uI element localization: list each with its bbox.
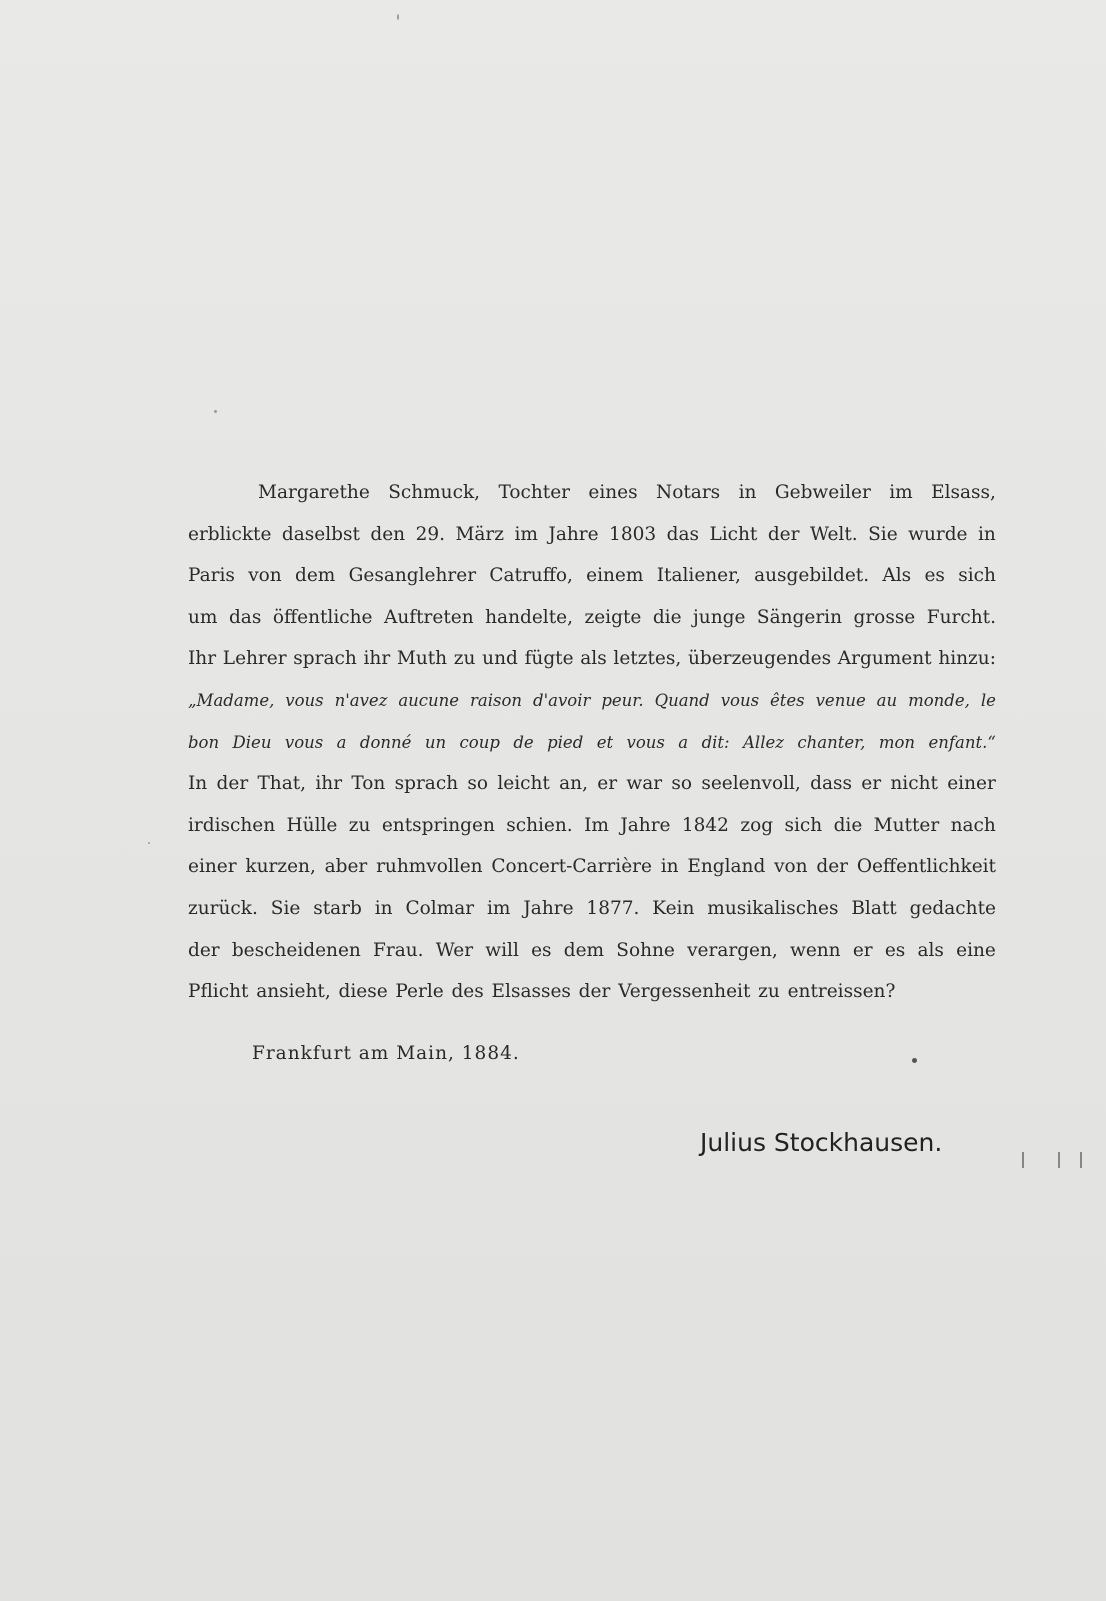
word: raison xyxy=(470,690,523,710)
edge-mark xyxy=(1080,1152,1082,1168)
word: des xyxy=(451,981,484,1003)
word: wenn xyxy=(789,939,841,961)
word: 29. xyxy=(415,523,445,545)
word: venue xyxy=(815,690,866,710)
word: Jahre xyxy=(523,897,574,919)
word: Gebweiler xyxy=(774,482,871,503)
paragraph-line xyxy=(188,638,996,680)
word: dem xyxy=(294,565,336,587)
word: sich xyxy=(958,565,996,587)
word: entreissen? xyxy=(787,981,896,1003)
word: „Madame, xyxy=(188,690,275,710)
word: Tochter xyxy=(498,482,570,503)
word: Elsass, xyxy=(931,482,996,503)
paragraph-line xyxy=(188,555,996,597)
word: leicht xyxy=(497,773,550,795)
word: das xyxy=(666,523,699,545)
word: vous xyxy=(626,732,665,752)
word: in xyxy=(977,523,996,545)
paragraph-line xyxy=(188,597,996,639)
word: eines xyxy=(588,482,638,503)
word: letztes, xyxy=(613,648,682,670)
word: Catruffo, xyxy=(489,565,573,587)
word: Muth xyxy=(396,648,448,670)
word: Licht xyxy=(709,523,758,545)
paragraph-line xyxy=(188,888,996,930)
word: überzeugendes xyxy=(687,648,832,670)
word: der xyxy=(578,981,611,1003)
word: handelte, xyxy=(485,606,573,628)
word: die xyxy=(833,814,863,836)
word: es xyxy=(884,939,906,961)
word: erblickte xyxy=(188,523,272,545)
word: Hülle xyxy=(286,814,338,836)
word: êtes xyxy=(770,690,805,710)
word: musikalisches xyxy=(707,897,839,919)
word: so xyxy=(467,773,489,795)
word: That, xyxy=(257,773,307,795)
word: Colmar xyxy=(405,897,475,919)
word: um xyxy=(188,606,218,628)
paragraph-line-quote xyxy=(188,680,996,722)
paper-speck xyxy=(148,842,150,844)
paragraph-line xyxy=(188,930,996,972)
paper-speck xyxy=(397,14,399,20)
paragraph-line xyxy=(188,805,996,847)
word: einer xyxy=(947,773,996,795)
word: von xyxy=(248,565,282,587)
word: dem xyxy=(563,939,605,961)
word: daselbst xyxy=(281,523,360,545)
paragraph-line-quote xyxy=(188,722,996,764)
word: nach xyxy=(950,814,996,836)
word: sprach xyxy=(394,773,459,795)
word: Jahre xyxy=(620,814,671,836)
word: Als xyxy=(882,565,912,587)
word: monde, xyxy=(908,690,970,710)
word: Blatt xyxy=(851,897,897,919)
word: Auftreten xyxy=(383,606,474,628)
word: Mutter xyxy=(873,814,940,836)
word: ihr xyxy=(315,773,343,795)
word: England xyxy=(687,856,766,878)
word: den xyxy=(370,523,406,545)
word: chanter, xyxy=(797,732,866,752)
word: Ton xyxy=(351,773,386,795)
word: in xyxy=(660,856,679,878)
paragraph-line xyxy=(188,846,996,888)
word: ruhmvollen xyxy=(376,856,483,878)
place-and-date: Frankfurt am Main, 1884. xyxy=(252,1043,520,1064)
word: starb xyxy=(313,897,362,919)
paragraph-line xyxy=(188,514,996,556)
word: sprach xyxy=(293,648,357,670)
word: Lehrer xyxy=(222,648,287,670)
edge-mark xyxy=(1022,1152,1024,1168)
paragraph-line xyxy=(188,971,996,1013)
word: Schmuck, xyxy=(388,482,481,503)
word: donné xyxy=(359,732,412,752)
word: Perle xyxy=(395,981,444,1003)
word: aber xyxy=(324,856,368,878)
word: zu xyxy=(453,648,476,670)
word: es xyxy=(924,565,945,587)
word: ihr xyxy=(363,648,391,670)
word: coup xyxy=(459,732,500,752)
word: vous xyxy=(720,690,760,710)
word: und xyxy=(482,648,518,670)
word: aucune xyxy=(398,690,460,710)
word: so xyxy=(671,773,693,795)
word: ausgebildet. xyxy=(754,565,870,587)
word: entspringen xyxy=(381,814,495,836)
word: Pflicht xyxy=(188,981,249,1003)
word: Sie xyxy=(270,897,301,919)
word: Ihr xyxy=(188,648,217,670)
word: Dieu xyxy=(232,732,272,752)
word: Allez xyxy=(743,732,784,752)
word: d'avoir xyxy=(533,690,591,710)
word: n'avez xyxy=(334,690,388,710)
word: Oeffentlichkeit xyxy=(856,856,996,878)
word: peur. xyxy=(601,690,644,710)
word: un xyxy=(424,732,447,752)
word: fügte xyxy=(524,648,574,670)
word: Paris xyxy=(188,565,235,587)
word: ansieht, xyxy=(256,981,331,1003)
word: der xyxy=(767,523,800,545)
word: grosse xyxy=(853,606,916,628)
word: zog xyxy=(740,814,774,836)
word: bon xyxy=(188,732,220,752)
word: es xyxy=(531,939,552,961)
word: Kein xyxy=(652,897,695,919)
word: wurde xyxy=(908,523,968,545)
word: einem xyxy=(586,565,644,587)
author-signature: Julius Stockhausen. xyxy=(700,1128,943,1157)
word: Notars xyxy=(656,482,721,503)
word: Sie xyxy=(868,523,898,545)
word: kurzen, xyxy=(245,856,316,878)
word: in xyxy=(738,482,757,503)
word: im xyxy=(889,482,913,503)
word: nicht xyxy=(890,773,938,795)
word: junge xyxy=(693,606,746,628)
word: an, xyxy=(559,773,588,795)
word: Quand xyxy=(654,690,710,710)
word: Vergessenheit xyxy=(618,981,751,1003)
body-paragraph xyxy=(188,472,996,1013)
word: Welt. xyxy=(809,523,858,545)
word: schien. xyxy=(506,814,573,836)
word: vous xyxy=(284,732,324,752)
word: Jahre xyxy=(548,523,599,545)
word: Frau. xyxy=(373,939,424,961)
word: hinzu: xyxy=(938,648,996,670)
word: a xyxy=(336,732,347,752)
paragraph-line xyxy=(188,763,996,805)
word: Wer xyxy=(435,939,474,961)
word: Italiener, xyxy=(656,565,741,587)
word: in xyxy=(374,897,393,919)
word: et xyxy=(596,732,614,752)
word: au xyxy=(876,690,898,710)
word: zurück. xyxy=(188,897,258,919)
paragraph-line xyxy=(188,472,996,514)
ink-dot xyxy=(912,1058,917,1063)
word: gedachte xyxy=(909,897,996,919)
word: diese xyxy=(338,981,388,1003)
word: verargen, xyxy=(687,939,778,961)
word: der xyxy=(216,773,249,795)
word: zu xyxy=(758,981,780,1003)
word: irdischen xyxy=(188,814,276,836)
word: enfant.“ xyxy=(928,732,996,752)
word: im xyxy=(514,523,538,545)
word: 1803 xyxy=(609,523,657,545)
word: war xyxy=(626,773,663,795)
word: le xyxy=(980,690,996,710)
word: er xyxy=(597,773,618,795)
word: Sängerin xyxy=(756,606,842,628)
word: 1877. xyxy=(586,897,640,919)
word: Gesanglehrer xyxy=(348,565,477,587)
word: Furcht. xyxy=(926,606,996,628)
word: März xyxy=(455,523,505,545)
word: mon xyxy=(878,732,916,752)
word: sich xyxy=(784,814,823,836)
word: seelenvoll, xyxy=(701,773,801,795)
edge-mark xyxy=(1058,1152,1060,1168)
word: als xyxy=(580,648,607,670)
word: als xyxy=(917,939,944,961)
word: von xyxy=(774,856,808,878)
word: de xyxy=(513,732,534,752)
word: einer xyxy=(188,856,237,878)
word: dass xyxy=(810,773,852,795)
word: In xyxy=(188,773,208,795)
word: zeigte xyxy=(584,606,642,628)
word: Argument xyxy=(837,648,932,670)
paper-speck xyxy=(214,410,217,413)
word: die xyxy=(652,606,682,628)
word: a xyxy=(678,732,689,752)
word: der xyxy=(188,939,220,961)
word: will xyxy=(485,939,519,961)
word: bescheidenen xyxy=(231,939,361,961)
word: zu xyxy=(348,814,371,836)
word: er xyxy=(852,939,873,961)
word: pied xyxy=(547,732,584,752)
word: im xyxy=(487,897,511,919)
word: Sohne xyxy=(616,939,675,961)
word: 1842 xyxy=(681,814,729,836)
word: Elsasses xyxy=(491,981,571,1003)
word: Concert-Carrière xyxy=(491,856,652,878)
word: Margarethe xyxy=(258,482,370,503)
word: Im xyxy=(584,814,609,836)
word: das xyxy=(228,606,262,628)
word: vous xyxy=(285,690,324,710)
word: dit: xyxy=(701,732,730,752)
word: der xyxy=(816,856,849,878)
word: er xyxy=(861,773,882,795)
word: eine xyxy=(956,939,996,961)
word: öffentliche xyxy=(272,606,373,628)
